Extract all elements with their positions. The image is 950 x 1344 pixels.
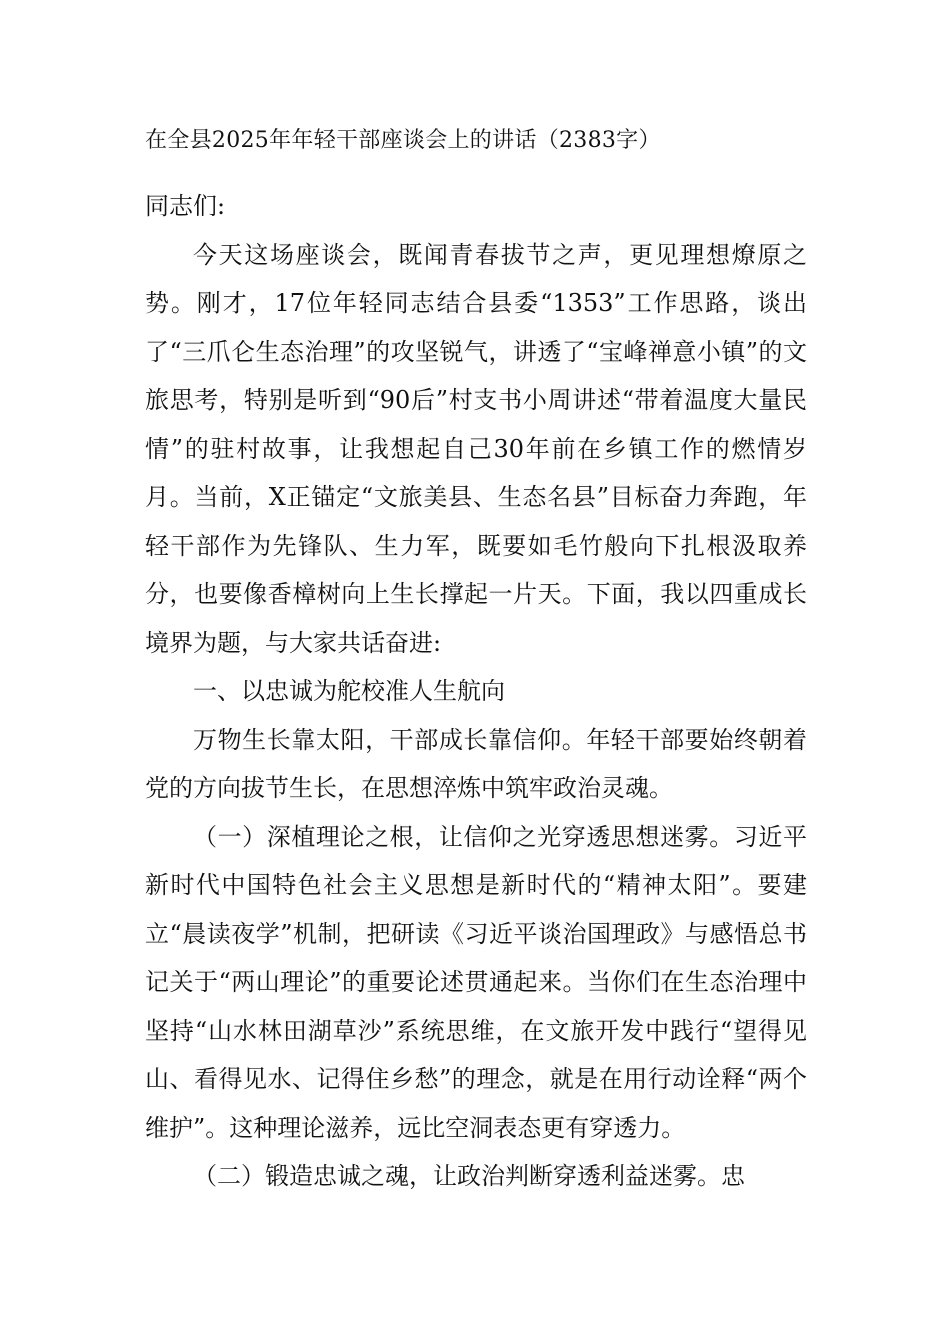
document-title: 在全县2025年年轻干部座谈会上的讲话（2383字）: [145, 128, 661, 153]
section-heading-1: 一、以忠诚为舵校准人生航向: [193, 677, 505, 705]
paragraph-intro: 今天这场座谈会，既闻青春拔节之声，更见理想燎原之势。刚才，17位年轻同志结合县委“1353”工作思路，谈出了“三爪仑生态治理”的攻坚锐气，讲透了“宝峰禅意小镇”的文旅思考，特别是听到“90后”村支书小周讲述“带着温度大量民情”的驻村故事，让我想起自己30年前在乡镇工作的燃情岁月。当前，X正锚定“文旅美县、生态名县”目标奋力奔跑，年轻干部作为先锋队、生力军，既要如毛竹般向下扎根汲取养分，也要像香樟树向上生长撑起一片天。下面，我以四重成长境界为题，与大家共话奋进:: [145, 240, 807, 657]
paragraph-subsection-1: （一）深植理论之根，让信仰之光穿透思想迷雾。习近平新时代中国特色社会主义思想是新时代的“精神太阳”。要建立“晨读夜学”机制，把研读《习近平谈治国理政》与感悟总书记关于“两山理论”的重要论述贯通起来。当你们在生态治理中坚持“山水林田湖草沙”系统思维，在文旅开发中践行“望得见山、看得见水、记得住乡愁”的理念，就是在用行动诠释“两个维护”。这种理论滋养，远比空洞表态更有穿透力。: [145, 822, 807, 1142]
paragraph-subsection-2: （二）锻造忠诚之魂，让政治判断穿透利益迷雾。忠: [193, 1162, 745, 1190]
paragraph-section-1: 万物生长靠太阳，干部成长靠信仰。年轻干部要始终朝着党的方向拔节生长，在思想淬炼中筑牢政治灵魂。: [145, 725, 807, 802]
document-body: [145, 182, 807, 1201]
salutation: 同志们:: [145, 192, 226, 220]
